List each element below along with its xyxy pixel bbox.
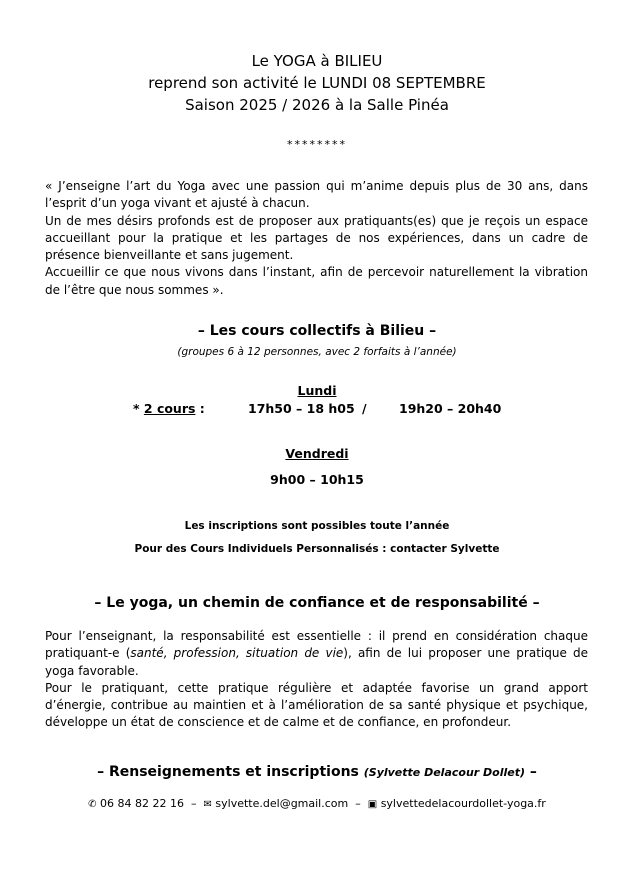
intro-paragraph-3: Accueillir ce que nous vivons dans l’instant, afin de percevoir naturellement la vibration de l’être que nous sommes ». [45,265,588,297]
monday-course-count: 2 cours [143,401,196,416]
phone-icon: ✆ [88,799,97,810]
responsibility-paragraphs [45,628,588,732]
intro-paragraphs [45,178,588,299]
resp-p1-start: Pour l’enseignant, la responsabilité est essentielle : il prend en considération chaque pratiquant-e ( [45,629,588,661]
monday-colon: : [195,401,205,416]
phone-number[interactable]: 06 84 82 22 16 [100,797,185,810]
friday-slot: 9h00 – 10h15 [270,472,364,487]
monday-count [133,401,205,416]
responsibility-title: – Le yoga, un chemin de confiance et de responsabilité – [94,595,540,611]
intro-paragraph-2: Un de mes désirs profonds est de proposer aux pratiquants(es) que je reçois un espace accueillant pour la pratique et les partages de nos expériences, dans un cadre de présence bienveillante et sans jugement. [45,213,588,263]
contact-line: ✆ 06 84 82 22 16 – ✉ sylvette.del@gmail.com – ▣ sylvettedelacourdollet-yoga.fr [88,797,546,810]
courses-subtitle: (groupes 6 à 12 personnes, avec 2 forfaits à l’année) [177,346,457,358]
header-line-2: reprend son activité le LUNDI 08 SEPTEMBRE [148,74,486,92]
responsibility-paragraph-1 [45,628,588,680]
email-address[interactable]: sylvette.del@gmail.com [215,797,349,810]
header-line-1: Le YOGA à BILIEU [251,52,383,70]
computer-icon: ▣ [367,799,378,810]
monday-heading [0,380,634,399]
responsibility-paragraph-2: Pour le pratiquant, cette pratique régulière et adaptée favorise un grand apport d’énergie, contribue au maintien et à l’amélioration de sa santé physique et psychique, développe un état de conscience et de calme et de confiance, en profondeur. [45,680,588,730]
contact-person: (Sylvette Delacour Dollet) [363,766,526,779]
monday-slot-2: 19h20 – 20h40 [399,401,502,416]
envelope-icon: ✉ [203,799,212,810]
contact-title-text: – Renseignements et inscriptions [97,764,359,780]
website-link[interactable]: sylvettedelacourdollet-yoga.fr [380,797,546,810]
contact-title-dash: – [529,764,537,780]
stars-divider: ******** [287,138,347,151]
courses-title: – Les cours collectifs à Bilieu – [197,323,437,339]
monday-slot-1: 17h50 – 18 h05 [248,401,355,416]
contact-title [0,764,634,780]
intro-paragraph-1: « J’enseigne l’art du Yoga avec une passion qui m’anime depuis plus de 30 ans, dans l’esprit d’un yoga vivant et ajusté à chacun. [45,179,588,211]
header-line-3: Saison 2025 / 2026 à la Salle Pinéa [185,96,449,114]
friday-label: Vendredi [285,446,349,461]
header-title [0,50,634,116]
registration-note: Les inscriptions sont possibles toute l’année [184,520,450,532]
individual-courses-note: Pour des Cours Individuels Personnalisés : contacter Sylvette [134,543,500,555]
monday-label: Lundi [297,383,337,398]
resp-p1-end: ), afin de lui proposer une pratique de yoga favorable. [45,646,588,678]
friday-heading [0,443,634,462]
resp-p1-italic: santé, profession, situation de vie [130,646,344,661]
monday-prefix: * [133,401,144,416]
monday-separator: / [362,401,367,416]
